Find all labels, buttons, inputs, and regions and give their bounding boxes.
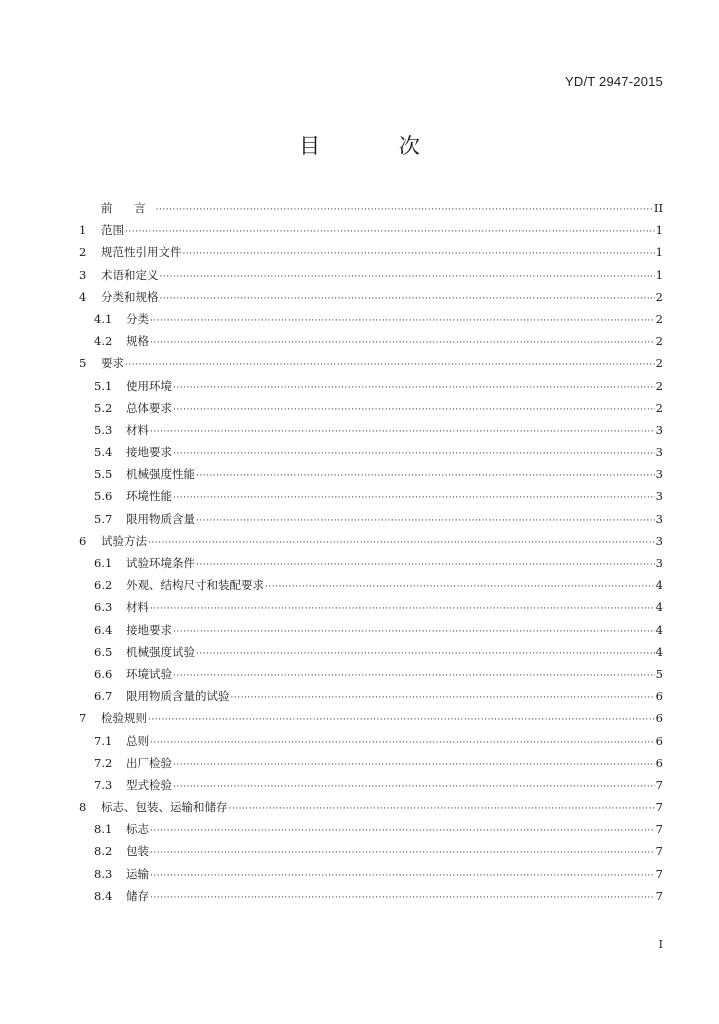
toc-entry-number: 4 [79,289,87,304]
toc-entry-number: 6.2 [94,578,113,593]
toc-entry-title: 限用物质含量 [126,511,195,526]
toc-entry-number: 8.4 [94,888,113,903]
toc-entry-page: 4 [655,622,663,637]
toc-entry[interactable] [79,375,663,397]
toc-dot-leader [160,266,655,288]
toc-entry-title: 规格 [126,334,149,349]
toc-entry[interactable] [79,730,663,752]
toc-entry-title: 储存 [126,888,149,903]
toc-dot-leader [160,288,655,310]
toc-entry-title: 总则 [126,733,149,748]
toc-entry-title: 环境性能 [126,489,172,504]
toc-entry-number: 6.5 [94,644,113,659]
toc-dot-leader [173,399,655,421]
toc-entry-number: 6.3 [94,600,113,615]
toc-entry-page: 1 [655,245,663,260]
toc-dot-leader [173,377,655,399]
toc-entry-title: 材料 [126,600,149,615]
toc-entry[interactable] [79,508,663,530]
toc-entry[interactable] [79,596,663,618]
toc-entry-number: 7.2 [94,755,113,770]
toc-entry[interactable] [79,574,663,596]
toc-entry[interactable] [79,264,663,286]
toc-dot-leader [156,199,653,221]
toc-dot-leader [196,554,655,576]
toc-entry[interactable] [79,796,663,818]
toc-entry-number: 5.2 [94,400,113,415]
toc-entry-title: 运输 [126,866,149,881]
toc-entry-title: 试验环境条件 [126,556,195,570]
toc-entry-title: 限用物质含量的试验 [126,689,230,704]
toc-entry-number: 3 [79,267,87,282]
toc-dot-leader [173,487,655,509]
toc-entry-title: 接地要求 [126,445,172,460]
toc-entry-number: 5.5 [94,467,113,482]
toc-entry-page: 3 [655,533,663,548]
toc-dot-leader [150,310,655,332]
toc-dot-leader [196,465,655,487]
toc-entry-page: 6 [655,689,663,704]
toc-entry-page: 2 [655,400,663,415]
toc-entry[interactable] [79,707,663,729]
toc-entry-title: 总体要求 [126,400,172,415]
toc-entry[interactable] [79,241,663,263]
toc-entry-title: 标志、包装、运输和储存 [101,800,228,815]
toc-entry-title: 分类 [126,311,149,326]
toc-entry-number: 6.1 [94,556,113,570]
toc-entry-number: 4.2 [94,334,113,349]
toc-entry-number: 8 [79,800,87,815]
toc-entry[interactable] [79,463,663,485]
toc-entry-page: 7 [655,844,663,859]
toc-entry-number: 6.6 [94,666,113,681]
toc-entry[interactable] [79,685,663,707]
toc-entry-page: 1 [655,223,663,238]
toc-entry[interactable] [79,641,663,663]
toc-entry-title: 接地要求 [126,622,172,637]
toc-entry-number: 6.4 [94,622,113,637]
toc-entry[interactable] [79,619,663,641]
toc-entry-number: 5.7 [94,511,113,526]
toc-entry[interactable] [79,397,663,419]
toc-entry-page: 1 [655,267,663,282]
toc-dot-leader [150,732,655,754]
toc-entry-title: 规范性引用文件 [101,245,182,260]
toc-entry-title: 检验规则 [101,711,147,726]
toc-dot-leader [148,709,655,731]
toc-entry-page: 3 [655,445,663,460]
toc-dot-leader [196,510,655,532]
toc-entry[interactable] [79,863,663,885]
toc-entry-page: 6 [655,711,663,726]
document-code: YD/T 2947-2015 [565,74,663,89]
toc-entry-title: 范围 [101,223,124,238]
toc-entry[interactable] [79,219,663,241]
toc-entry-title: 出厂检验 [126,755,172,770]
toc-dot-leader [173,665,655,687]
toc-entry-title: 标志 [126,822,149,837]
toc-entry-page: 3 [655,489,663,504]
toc-entry-page: 5 [655,666,663,681]
toc-entry-page: 7 [655,777,663,792]
toc-entry-title: 材料 [126,422,149,437]
toc-entry-number: 8.2 [94,844,113,859]
toc-dot-leader [173,754,655,776]
toc-entry-number: 7.3 [94,777,113,792]
toc-dot-leader [265,576,655,598]
toc-entry-number: 6.7 [94,689,113,704]
toc-entry-number: 5.6 [94,489,113,504]
toc-entry-page: 3 [655,422,663,437]
toc-entry-number: 1 [79,223,87,238]
toc-dot-leader [150,865,655,887]
toc-entry-title: 使用环境 [126,378,172,393]
toc-dot-leader [125,221,655,243]
toc-entry[interactable] [79,752,663,774]
toc-entry[interactable] [79,818,663,840]
toc-dot-leader [150,820,655,842]
toc-entry[interactable] [79,530,663,552]
toc-entry-page: 7 [655,800,663,815]
toc-dot-leader [150,421,655,443]
page-number: I [658,938,663,951]
toc-entry-title: 型式检验 [126,777,172,792]
toc-entry[interactable] [79,774,663,796]
toc-dot-leader [150,332,655,354]
toc-entry[interactable] [79,197,663,219]
toc-entry-title: 试验方法 [101,533,147,548]
toc-entry-page: 2 [655,378,663,393]
toc-dot-leader [125,354,655,376]
toc-entry-page: 2 [655,356,663,371]
toc-dot-leader [173,621,655,643]
toc-entry-title: 分类和规格 [101,289,159,304]
toc-entry[interactable] [79,419,663,441]
toc-entry[interactable] [79,352,663,374]
toc-entry-page: 2 [655,289,663,304]
toc-entry-page: 6 [655,755,663,770]
toc-entry-number: 2 [79,245,87,260]
toc-entry-title: 术语和定义 [101,267,159,282]
toc-entry-number: 7 [79,711,87,726]
toc-entry-number: 5 [79,356,87,371]
toc-entry-number: 6 [79,533,87,548]
toc-entry-title: 机械强度性能 [126,467,195,482]
toc-dot-leader [173,776,655,798]
toc-entry[interactable] [79,485,663,507]
toc-dot-leader [183,243,655,265]
toc-entry-title: 包装 [126,844,149,859]
toc-entry-title: 外观、结构尺寸和装配要求 [126,578,264,593]
toc-entry[interactable] [79,840,663,862]
toc-dot-leader [173,443,655,465]
toc-entry-page: 3 [655,556,663,570]
toc-entry-number: 7.1 [94,733,113,748]
toc-entry-number: 5.3 [94,422,113,437]
toc-dot-leader [150,887,655,909]
toc-dot-leader [148,532,655,554]
toc-entry-page: 4 [655,644,663,659]
toc-entry[interactable] [79,308,663,330]
toc-entry-page: 3 [655,511,663,526]
toc-entry-number: 8.1 [94,822,113,837]
toc-entry-title: 要求 [101,356,124,371]
toc-entry-page: 3 [655,467,663,482]
toc-entry-number: 4.1 [94,311,113,326]
toc-dot-leader [150,598,655,620]
toc-entry-page: II [653,201,663,215]
toc-entry-number: 5.1 [94,378,113,393]
toc-entry-title: 环境试验 [126,666,172,681]
toc-entry-number: 8.3 [94,866,113,881]
toc-dot-leader [196,643,655,665]
toc-entry[interactable] [79,885,663,907]
toc-entry-page: 7 [655,866,663,881]
toc-entry[interactable] [79,552,663,574]
toc-entry-number: 5.4 [94,445,113,460]
toc-entry-title: 前 言 [101,201,155,215]
toc-entry-page: 2 [655,311,663,326]
toc-entry-title: 机械强度试验 [126,644,195,659]
toc-entry-page: 4 [655,578,663,593]
toc-entry-page: 7 [655,888,663,903]
toc-entry[interactable] [79,441,663,463]
toc-dot-leader [229,798,655,820]
toc-entry-page: 2 [655,334,663,349]
toc-entry[interactable] [79,286,663,308]
table-of-contents [79,197,663,907]
toc-entry-page: 7 [655,822,663,837]
toc-entry-page: 4 [655,600,663,615]
toc-entry[interactable] [79,663,663,685]
toc-title: 目 次 [299,134,456,158]
toc-dot-leader [150,842,655,864]
toc-dot-leader [231,687,655,709]
toc-entry-page: 6 [655,733,663,748]
toc-entry[interactable] [79,330,663,352]
